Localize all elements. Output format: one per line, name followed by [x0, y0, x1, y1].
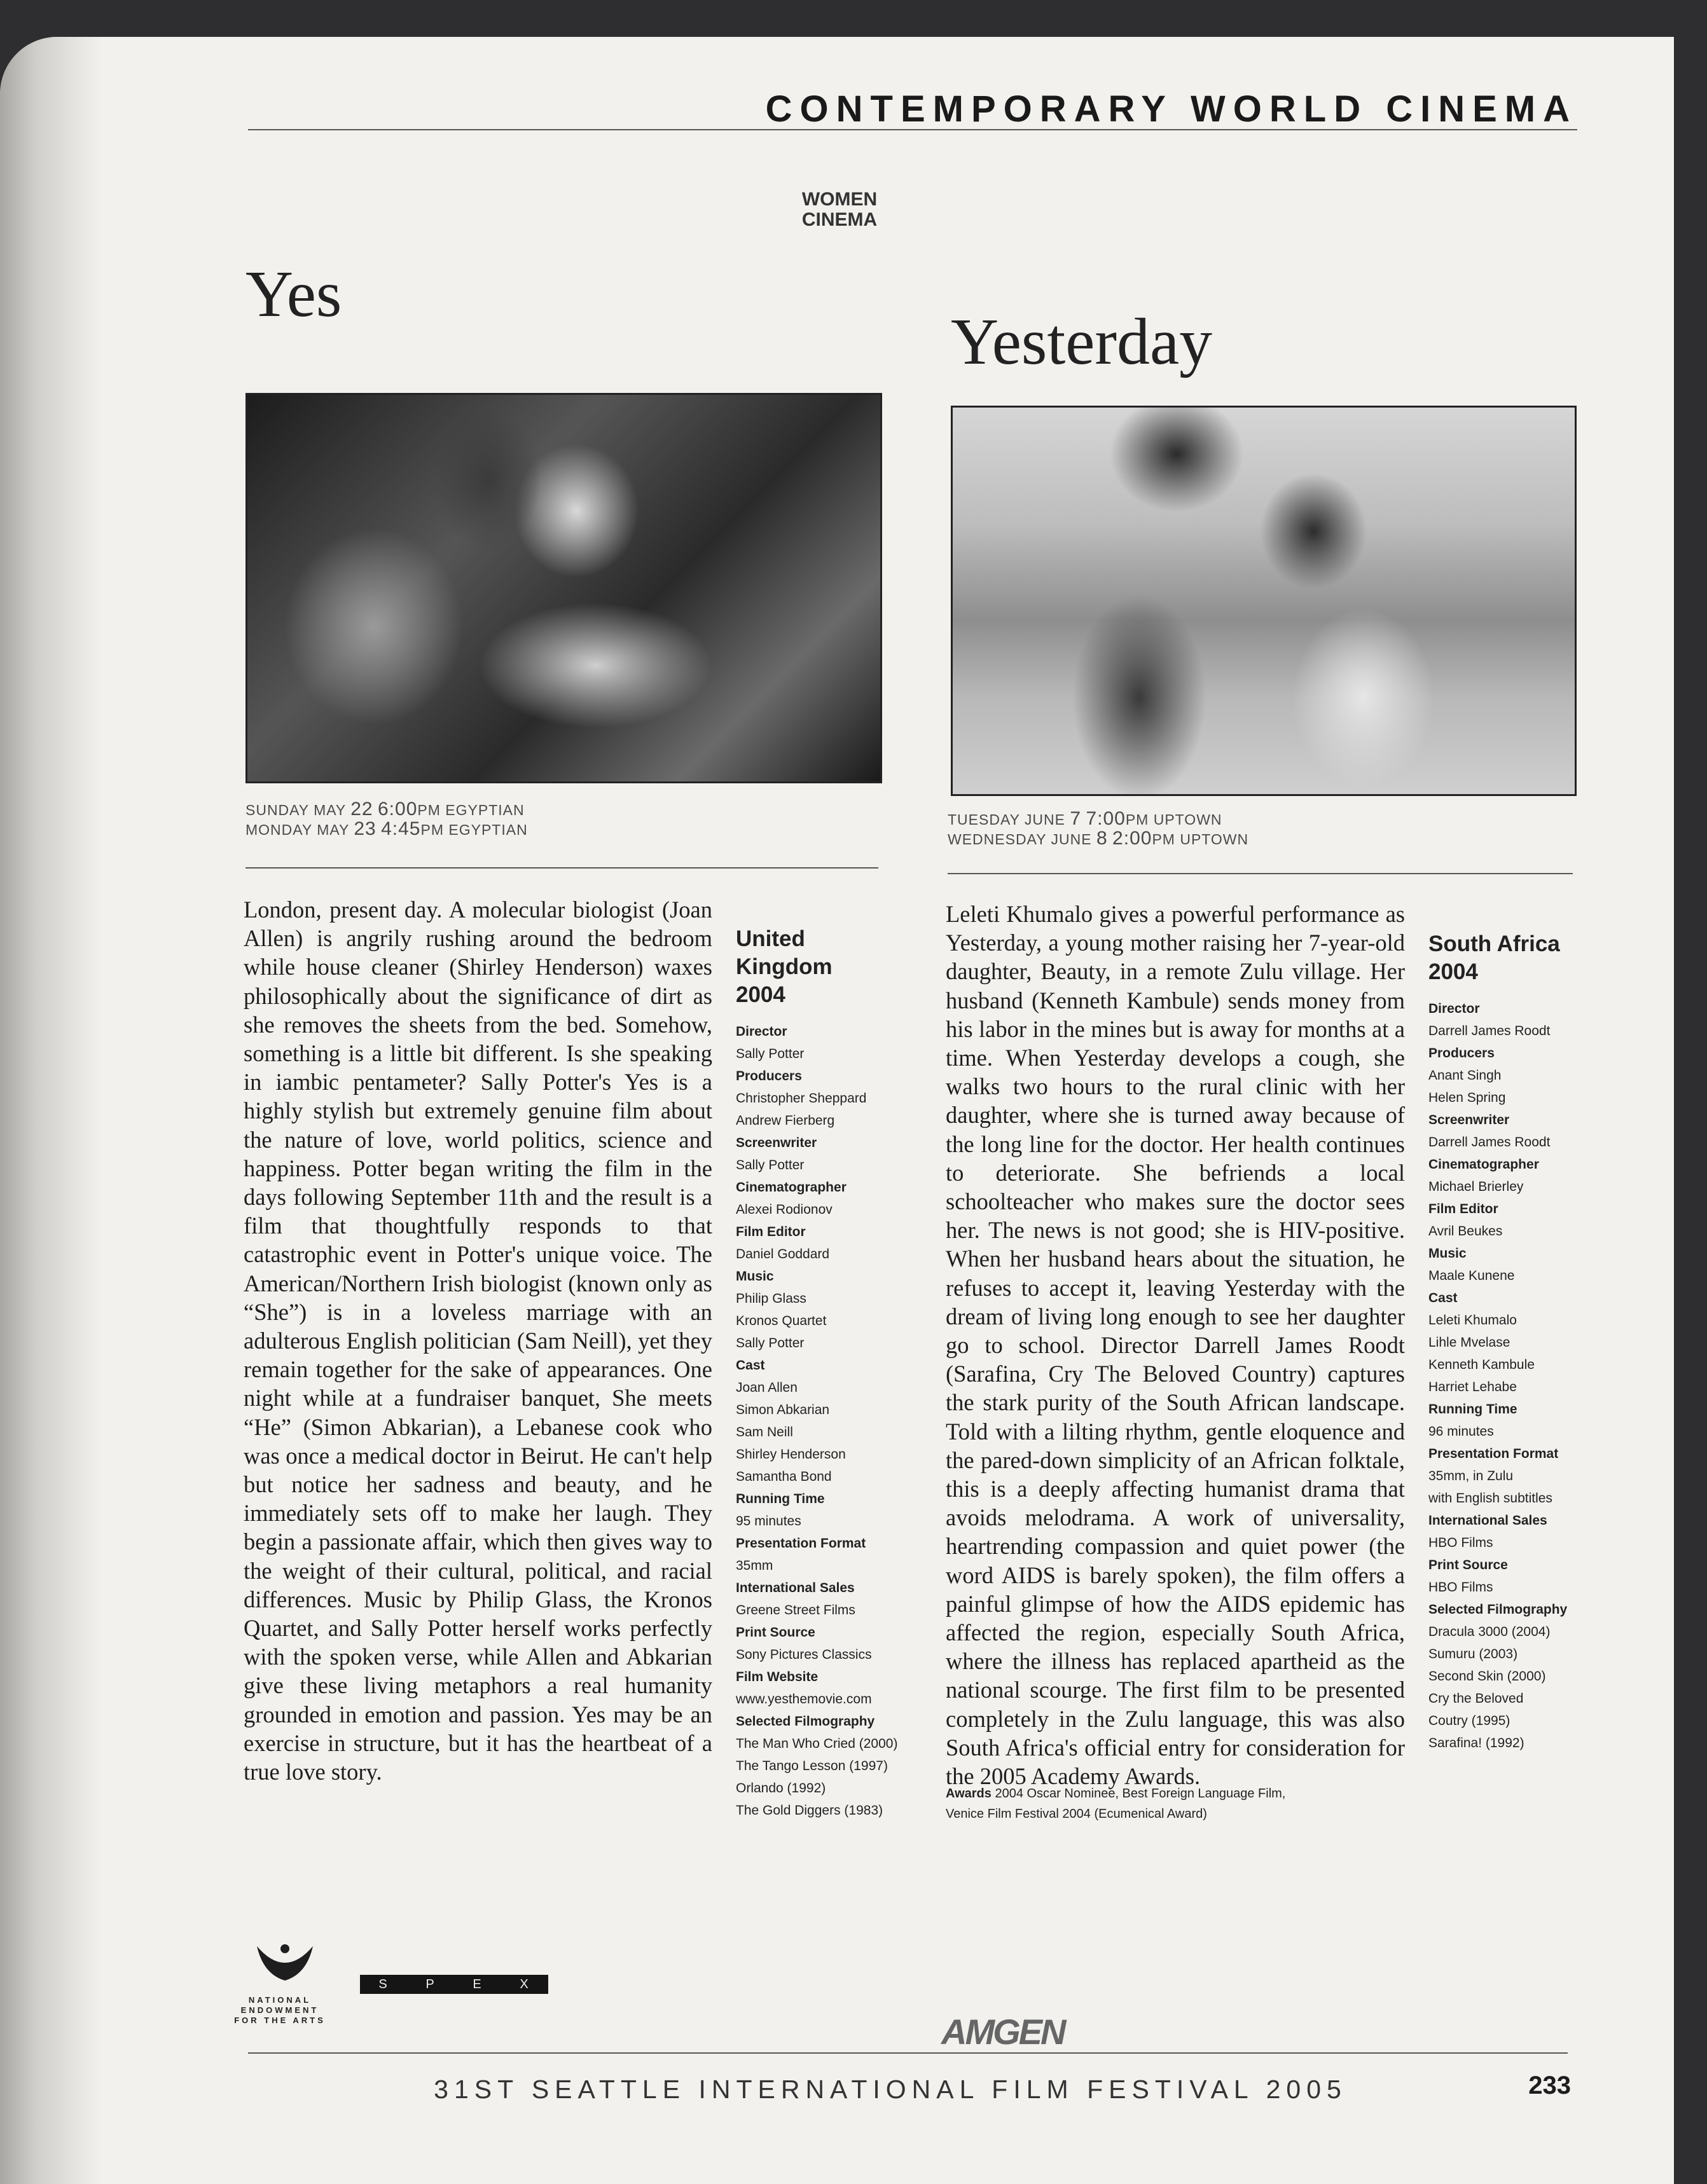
- credit-value: Dracula 3000 (2004): [1428, 1624, 1551, 1639]
- screening-line: MONDAY MAY 23 4:45PM EGYPTIAN: [245, 818, 528, 839]
- credit-label: Film Website: [736, 1670, 819, 1684]
- credit-label: Film Editor: [736, 1225, 806, 1239]
- nea-wordmark: NATIONAL ENDOWMENT FOR THE ARTS: [234, 1995, 326, 2025]
- section-header: CONTEMPORARY WORLD CINEMA: [765, 88, 1577, 130]
- credit-label: Cast: [736, 1358, 765, 1373]
- credit-value: Sam Neill: [736, 1425, 793, 1439]
- credit-value: The Man Who Cried (2000): [736, 1736, 898, 1751]
- credit-value: Orlando (1992): [736, 1781, 826, 1796]
- credit-value: Leleti Khumalo: [1428, 1313, 1517, 1328]
- credit-value: Alexei Rodionov: [736, 1202, 833, 1217]
- festival-footer: 31ST SEATTLE INTERNATIONAL FILM FESTIVAL 2005: [434, 2075, 1347, 2104]
- page-gutter-shadow: [0, 37, 102, 2184]
- credit-value: Second Skin (2000): [1428, 1669, 1546, 1684]
- credit-label: Running Time: [736, 1492, 825, 1506]
- column-rule: [245, 867, 878, 869]
- women-cinema-badge: [763, 189, 916, 230]
- credit-value: Harriet Lehabe: [1428, 1380, 1517, 1394]
- credit-label: Screenwriter: [1428, 1113, 1510, 1127]
- credit-value: 96 minutes: [1428, 1424, 1494, 1439]
- screening-line: TUESDAY JUNE 7 7:00PM UPTOWN: [948, 808, 1222, 829]
- credit-value: Joan Allen: [736, 1380, 798, 1395]
- credit-label: Selected Filmography: [1428, 1602, 1568, 1617]
- credits-yesterday: [1428, 930, 1581, 1754]
- credit-label: Music: [1428, 1246, 1467, 1261]
- credit-value: Sally Potter: [736, 1047, 805, 1061]
- credit-value: Sarafina! (1992): [1428, 1736, 1524, 1750]
- credit-value: Darrell James Roodt: [1428, 1024, 1551, 1038]
- credit-label: Screenwriter: [736, 1136, 817, 1150]
- credit-label: Cinematographer: [1428, 1157, 1539, 1172]
- amgen-logo: AMGEN: [941, 2012, 1065, 2052]
- column-rule: [948, 873, 1573, 874]
- credit-value: Anant Singh: [1428, 1068, 1502, 1083]
- synopsis-paragraph: Leleti Khumalo gives a powerful performance as Yesterday, a young mother raising her 7-year-old daughter, Beauty, in a remote Zulu village. Her husband (Kenneth Kambule) sends money from his labor in the mines but is away for months at a time. When Yesterday develops a cough, she walks two hours to the rural clinic with her daughter, where she is turned away because of the long line for the doctor. Her health continues to deteriorate. She befriends a local schoolteacher who makes sure the doctor sees her. The news is not good; she is HIV-positive. When her husband hears about the situation, he refuses to accept it, leaving Yesterday with the dream of living long enough to see her daughter go to school. Director Darrell James Roodt (Sarafina, Cry The Beloved Country) captures the stark purity of the South African landscape. Told with a lilting rhythm, gentle eloquence and the pared-down simplicity of an African folktale, this is a deeply affecting humanist drama that avoids melodrama. A work of universality, heartrending compassion and quiet power (the word AIDS is barely spoken), the film offers a painful glimpse of how the AIDS epidemic has affected the region, especially South Africa, where the illness has replaced apartheid as the national scourge. The first film to be presented completely in the Zulu language, this was also South Africa's official entry for consideration for the 2005 Academy Awards.: [946, 901, 1405, 1790]
- magazine-page: [0, 37, 1674, 2184]
- screening-times-yes: [245, 800, 818, 839]
- credit-value: HBO Films: [1428, 1580, 1493, 1595]
- film-still-yesterday: [951, 406, 1577, 796]
- synopsis-paragraph: London, present day. A molecular biologist (Joan Allen) is angrily rushing around the bedroom while house cleaner (Shirley Henderson) waxes philosophically about the significance of dirt as she removes the sheets from the bed. Somehow, something is a little bit different. Is she speaking in iambic pentameter? Sally Potter's Yes is a highly stylish but extremely genuine film about the nature of love, world politics, science and happiness. Potter began writing the film in the days following September 11th and the result is a film that thoughtfully responds to that catastrophic event in Potter's unique voice. The American/Northern Irish biologist (known only as “She”) is in a loveless marriage with an adulterous English politician (Sam Neill), yet they remain together for the sake of appearances. One night while at a fundraiser banquet, She meets “He” (Simon Abkarian), a Lebanese cook who was once a medical doctor in Beirut. He can't help but notice her sadness and beauty, and he immediately sets off to make her laugh. They begin a passionate affair, which then gives way to the weight of their cultural, political, and racial differences. Music by Philip Glass, the Kronos Quartet, and Sally Potter herself works perfectly with the spoken verse, while Allen and Abkarian give these living metaphors a real humanity grounded in emotion and passion. Yes may be an exercise in structure, but it has the heartbeat of a true love story.: [244, 896, 712, 1785]
- credit-value: Lihle Mvelase: [1428, 1335, 1510, 1350]
- screening-times-yesterday: [948, 809, 1520, 849]
- credit-value: www.yesthemovie.com: [736, 1692, 872, 1707]
- synopsis-yes: [244, 895, 712, 1786]
- film-title-yes: Yes: [245, 258, 342, 331]
- credit-label: Running Time: [1428, 1402, 1517, 1417]
- credit-value: Greene Street Films: [736, 1603, 855, 1617]
- nea-logo-icon: [254, 1941, 315, 1992]
- film-still-yes: [245, 393, 882, 783]
- spex-logo: S P E X: [360, 1975, 548, 1994]
- credit-value: 95 minutes: [736, 1514, 801, 1528]
- credit-value: Cry the Beloved: [1428, 1691, 1524, 1706]
- screening-line: SUNDAY MAY 22 6:00PM EGYPTIAN: [245, 799, 525, 820]
- credit-value: Simon Abkarian: [736, 1403, 830, 1417]
- header-rule: [248, 129, 1577, 130]
- credit-label: Print Source: [1428, 1558, 1508, 1572]
- country: South Africa: [1428, 931, 1560, 956]
- credit-value: Shirley Henderson: [736, 1447, 846, 1462]
- credit-label: Selected Filmography: [736, 1714, 875, 1729]
- screening-line: WEDNESDAY JUNE 8 2:00PM UPTOWN: [948, 828, 1249, 849]
- awards-yesterday: [946, 1783, 1416, 1824]
- credit-value: 35mm: [736, 1558, 773, 1573]
- credit-value: Sally Potter: [736, 1336, 805, 1350]
- credit-label: Producers: [1428, 1046, 1495, 1061]
- credit-value: Sally Potter: [736, 1158, 805, 1172]
- credit-label: Film Editor: [1428, 1202, 1498, 1216]
- credit-label: Print Source: [736, 1625, 815, 1640]
- credit-label: Cast: [1428, 1291, 1458, 1305]
- credit-value: Maale Kunene: [1428, 1268, 1515, 1283]
- credit-value: HBO Films: [1428, 1535, 1493, 1550]
- credit-value: Darrell James Roodt: [1428, 1135, 1551, 1150]
- year: 2004: [1428, 959, 1478, 984]
- credit-value: Michael Brierley: [1428, 1179, 1524, 1194]
- credit-value: with English subtitles: [1428, 1491, 1552, 1506]
- credit-value: Samantha Bond: [736, 1469, 832, 1484]
- credit-value: The Gold Diggers (1983): [736, 1803, 883, 1818]
- credit-value: 35mm, in Zulu: [1428, 1469, 1514, 1483]
- credit-label: Producers: [736, 1069, 802, 1083]
- page-number: 233: [1528, 2071, 1571, 2099]
- credit-value: Daniel Goddard: [736, 1247, 830, 1261]
- credit-value: Avril Beukes: [1428, 1224, 1503, 1239]
- year: 2004: [736, 982, 785, 1007]
- badge-line-1: WOMEN: [801, 189, 878, 210]
- credit-label: International Sales: [1428, 1513, 1547, 1528]
- credit-value: Kenneth Kambule: [1428, 1357, 1535, 1372]
- credit-value: Helen Spring: [1428, 1090, 1506, 1105]
- credit-label: Presentation Format: [1428, 1446, 1559, 1461]
- awards-line: Awards 2004 Oscar Nominee, Best Foreign Language Film,: [946, 1787, 1286, 1801]
- credit-label: International Sales: [736, 1581, 855, 1595]
- credit-value: Philip Glass: [736, 1291, 806, 1306]
- credit-value: Sony Pictures Classics: [736, 1647, 872, 1662]
- credit-label: Presentation Format: [736, 1536, 866, 1551]
- credits-yes: [736, 925, 901, 1822]
- film-title-yesterday: Yesterday: [951, 305, 1213, 378]
- credit-value: Coutry (1995): [1428, 1714, 1510, 1728]
- synopsis-yesterday: [946, 900, 1405, 1790]
- badge-line-2: CINEMA: [801, 209, 878, 230]
- credit-value: Sumuru (2003): [1428, 1647, 1518, 1661]
- footer-rule: [248, 2052, 1568, 2054]
- credit-value: Kronos Quartet: [736, 1314, 827, 1328]
- country: United Kingdom: [736, 926, 833, 979]
- credit-label: Cinematographer: [736, 1180, 847, 1195]
- credit-label: Director: [736, 1024, 787, 1039]
- awards-line: Venice Film Festival 2004 (Ecumenical Award): [946, 1807, 1207, 1821]
- credit-value: The Tango Lesson (1997): [736, 1759, 888, 1773]
- credit-value: Andrew Fierberg: [736, 1113, 835, 1128]
- credit-label: Music: [736, 1269, 774, 1284]
- credit-label: Director: [1428, 1001, 1480, 1016]
- credit-value: Christopher Sheppard: [736, 1091, 867, 1106]
